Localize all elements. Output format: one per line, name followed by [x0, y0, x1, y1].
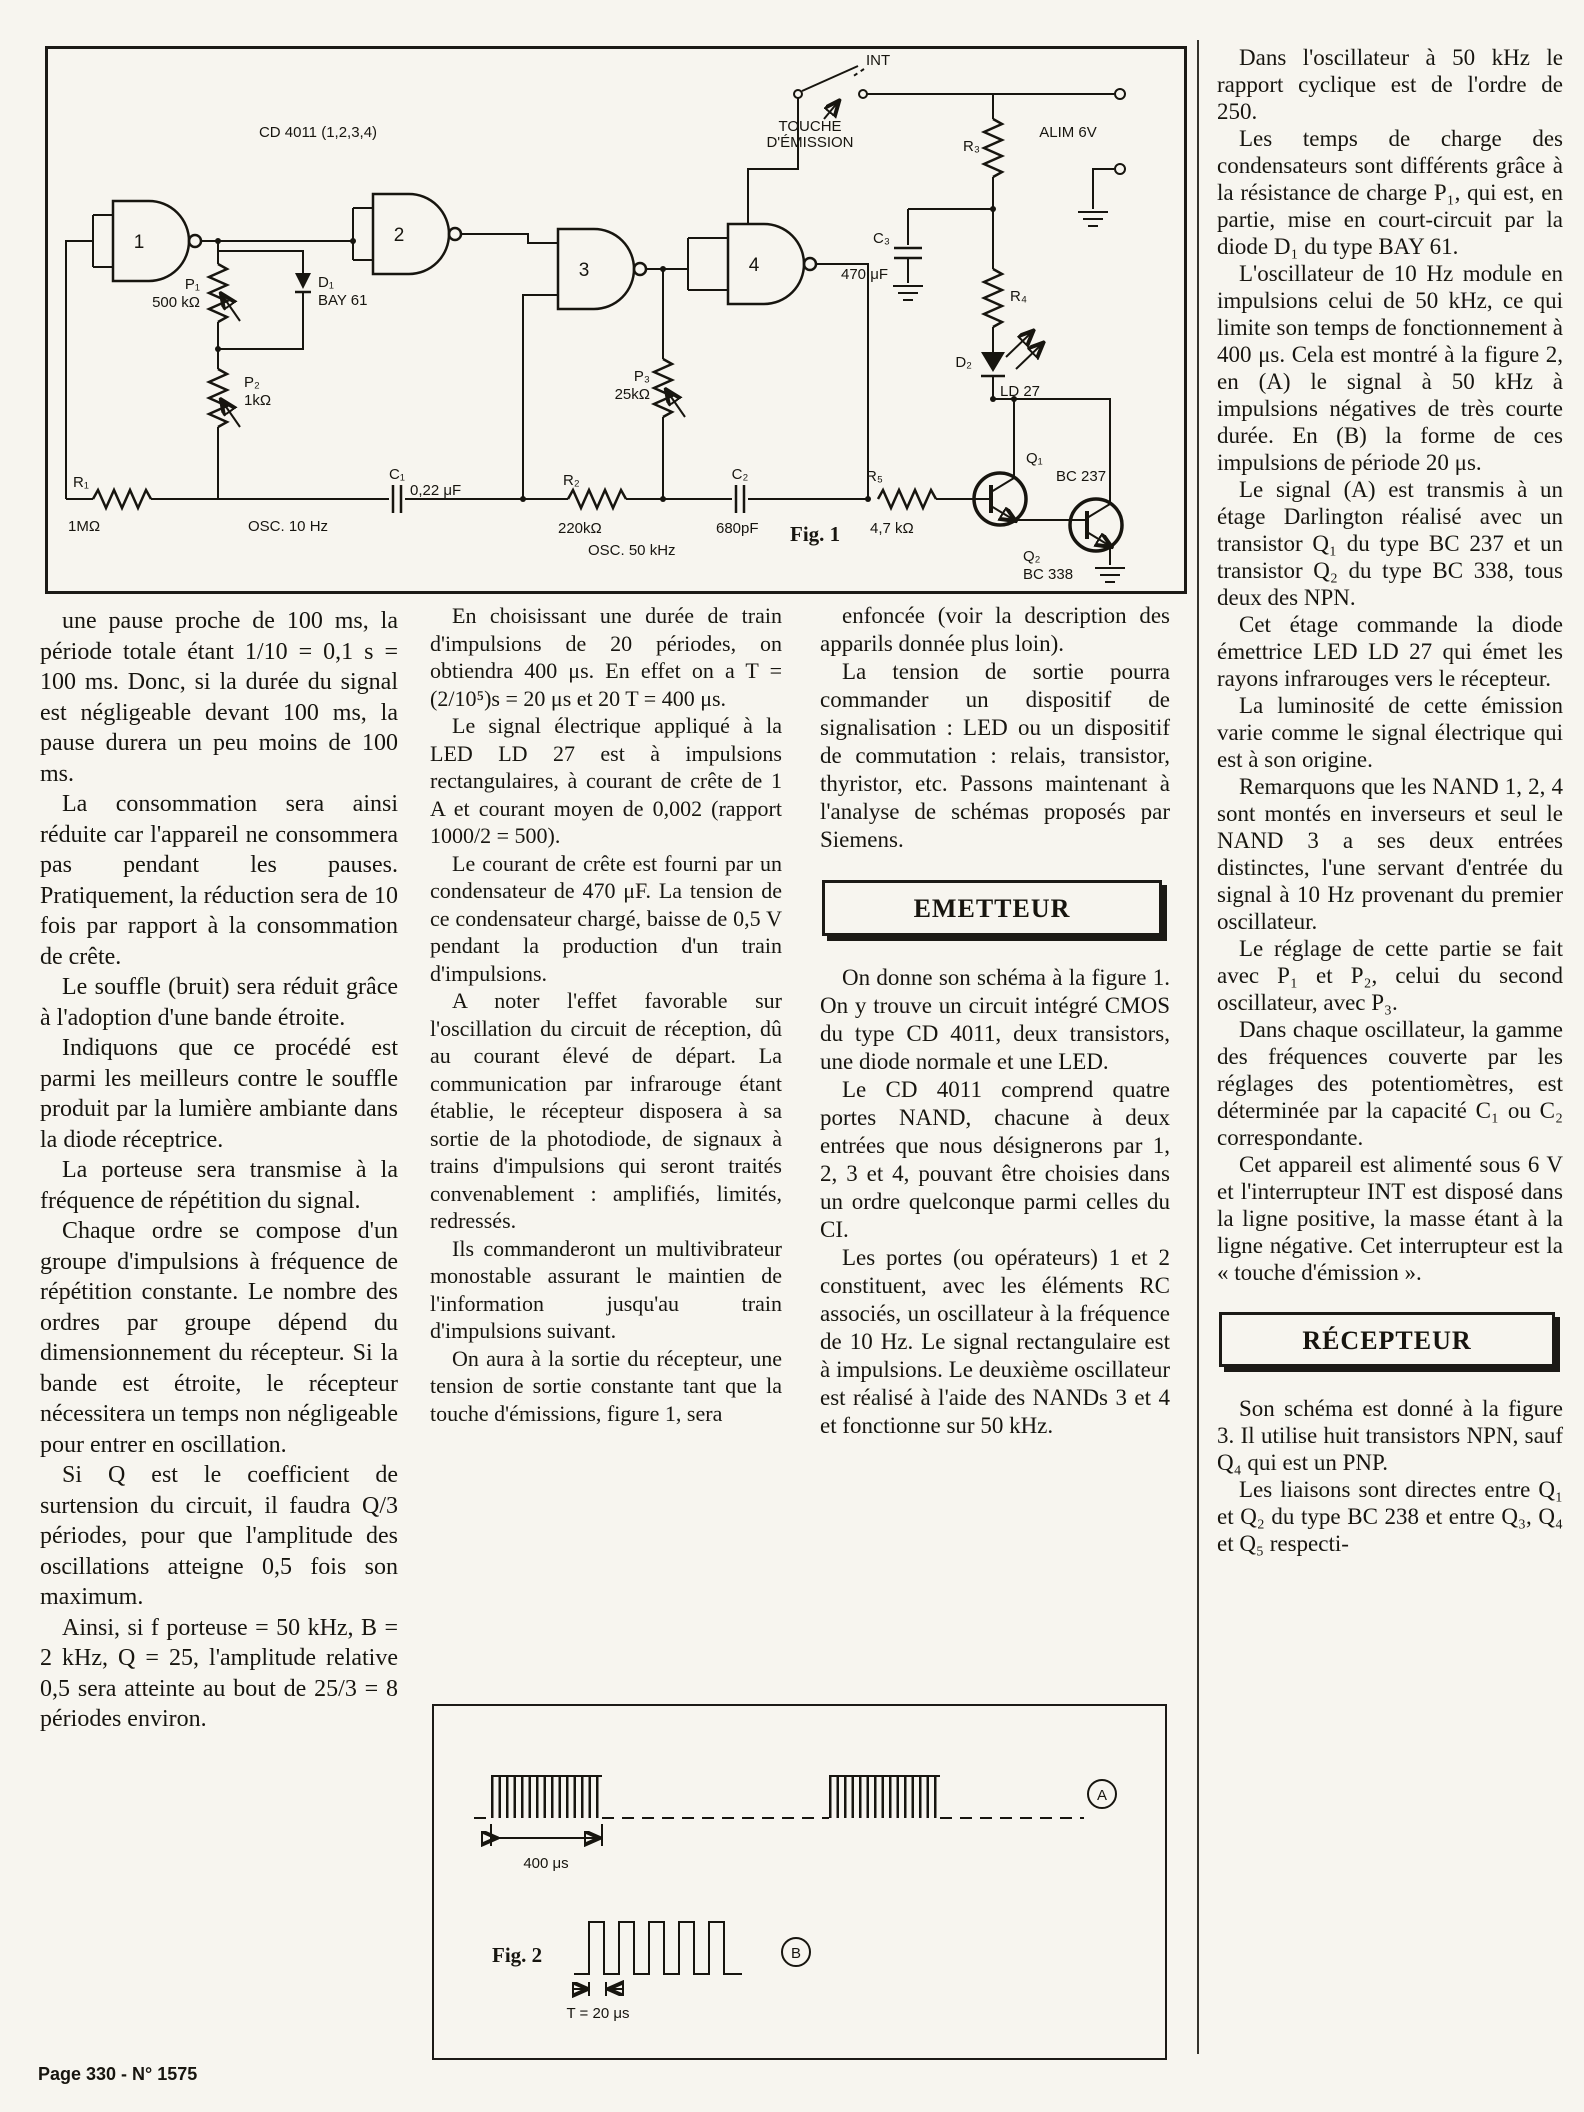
label-q1-value: BC 237 [1056, 468, 1107, 485]
ground-symbol [1095, 568, 1125, 582]
label-r2: R₂ [563, 472, 580, 489]
page-footer: Page 330 - N° 1575 [38, 2064, 198, 2084]
label-r2-value: 220kΩ [558, 520, 602, 537]
paragraph: Son schéma est donné à la figure 3. Il utilise huit transistors NPN, sauf Q₄ qui est un PNP. [1217, 1396, 1563, 1475]
label-r5-value: 4,7 kΩ [870, 520, 914, 537]
potentiometer-p1 [209, 264, 240, 322]
label-p1: P₁ [184, 276, 200, 293]
figure2-box [432, 1704, 1167, 2060]
label-r5: R₅ [866, 468, 883, 485]
paragraph: Le CD 4011 comprend quatre portes NAND, chacune à deux entrées que nous désignerons par 1, 2, 3 et 4, pouvant être choisies dans un ordre quelconque parmi celles du CI. [820, 1077, 1170, 1242]
supply-terminals [1115, 89, 1125, 174]
paragraph: Les portes (ou opérateurs) 1 et 2 constituent, avec les éléments RC associés, un oscillateur à la fréquence de 10 Hz. Le signal rectangulaire est à impulsions. Le deuxième oscillateur est réalisé à l'aide des NANDs 3 et 4 et fonctionne sur 50 kHz. [820, 1245, 1170, 1438]
label-p3-value: 25kΩ [614, 386, 650, 403]
paragraph: Dans chaque oscillateur, la gamme des fréquences couverte par les réglages des potentiomètres, est déterminée par la capacité C₁ ou C₂ correspondante. [1217, 1017, 1563, 1150]
paragraph: La tension de sortie pourra commander un dispositif de signalisation : LED ou un dispositif de commutation : relais, transistor, thyristor, etc. Passons maintenant à l'analyse de schémas proposés par Siemens. [820, 659, 1170, 852]
paragraph: L'oscillateur de 10 Hz module en impulsions celui de 50 kHz, ce qui limite son temps de fonctionnement à 400 μs. Cela est montré à la figure 2, en (A) le signal à 50 kHz à impulsions négatives de très courte durée. En (B) la forme de ces impulsions de période 20 μs. [1217, 261, 1563, 475]
label-r4: R₄ [1010, 288, 1027, 305]
label-p1-value: 500 kΩ [152, 294, 200, 311]
waveform-a-label: A [1096, 1787, 1108, 1804]
paragraph: En choisissant une durée de train d'impulsions de 20 périodes, on obtiendra 400 μs. En effet on a T = (2/10⁵)s = 20 μs et 20 T = 400 μs. [430, 603, 782, 711]
waveform-b [567, 1922, 810, 2022]
nand-gate-2 [353, 194, 461, 274]
article-column-1 [40, 606, 398, 1735]
label-c3-value: 470 μF [841, 266, 888, 283]
potentiometer-p3 [654, 359, 685, 417]
paragraph: La porteuse sera transmise à la fréquence de répétition du signal. [40, 1157, 398, 1214]
paragraph: Ils commanderont un multivibrateur monostable assurant le maintien de l'information jusqu'au train d'impulsions suivant. [430, 1235, 782, 1343]
paragraph: Le réglage de cette partie se fait avec P₁ et P₂, celui du second oscillateur, avec P₃. [1217, 936, 1563, 1015]
label-touche-1: TOUCHE [778, 118, 842, 135]
resistor-r5 [878, 490, 936, 508]
circuit-wires-left [66, 215, 974, 499]
gate-3-number: 3 [578, 260, 590, 281]
label-ic: CD 4011 (1,2,3,4) [258, 124, 378, 141]
paragraph: A noter l'effet favorable sur l'oscillation du circuit de réception, dû au courant élevé de départ. La communication par infrarouge étant établie, le récepteur disposera à sa sortie de la photodiode, de signaux à trains d'impulsions qui seront traités convenablement : amplifiés, limités, redressés. [430, 988, 782, 1233]
label-q2: Q₂ [1023, 548, 1041, 565]
label-r1-value: 1MΩ [68, 518, 101, 535]
section-heading-label: RÉCEPTEUR [1302, 1326, 1472, 1355]
resistor-r3 [984, 119, 1002, 177]
article-column-2 [430, 602, 782, 1427]
label-q2-value: BC 338 [1023, 566, 1074, 583]
label-q1: Q₁ [1026, 450, 1043, 467]
section-heading-emetteur [822, 880, 1162, 936]
paragraph: Indiquons que ce procédé est parmi les meilleurs contre le souffle produit par la lumière ambiante dans la diode réceptrice. [40, 1035, 398, 1153]
capacitor-c2 [736, 485, 744, 513]
figure2-waveforms [434, 1706, 1165, 2058]
article-column-4 [1217, 44, 1563, 1557]
label-r3: R₃ [963, 138, 980, 155]
paragraph: Les temps de charge des condensateurs sont différents grâce à la résistance de charge P₁, qui est, en partie, mise en court-circuit par la diode D₁ du type BAY 61. [1217, 126, 1563, 259]
label-p2: P₂ [244, 374, 260, 391]
label-c1: C₁ [389, 466, 405, 483]
label-int: INT [866, 52, 891, 69]
section-heading-label: EMETTEUR [913, 894, 1071, 923]
figure2-caption: Fig. 2 [492, 1943, 543, 1967]
label-p2-value: 1kΩ [244, 392, 272, 409]
paragraph: Si Q est le coefficient de surtension du circuit, il faudra Q/3 périodes, pour que l'amplitude des oscillations atteigne 0,5 fois son maximum. [40, 1462, 398, 1610]
resistor-r2 [568, 490, 626, 508]
gate-2-number: 2 [393, 225, 405, 246]
resistor-r4 [984, 269, 1002, 327]
paragraph: Ainsi, si f porteuse = 50 kHz, B = 2 kHz, Q = 25, l'amplitude relative 0,5 sera atteinte au bout de 25/3 = 8 périodes environ. [40, 1614, 398, 1732]
nand-gate-3 [538, 229, 646, 309]
capacitor-c3 [894, 248, 922, 258]
waveform-b-label: B [790, 1945, 802, 1962]
annotation-400us: 400 μs [523, 1855, 569, 1872]
paragraph: Dans l'oscillateur à 50 kHz le rapport cyclique est de l'ordre de 250. [1217, 45, 1563, 124]
gate-1-number: 1 [133, 232, 145, 253]
label-d1-value: BAY 61 [318, 292, 368, 309]
led-d2 [981, 332, 1042, 376]
potentiometer-p2 [209, 369, 240, 427]
waveform-a [474, 1776, 1116, 1872]
switch-int [794, 66, 867, 119]
label-touche-2: D'ÉMISSION [766, 134, 854, 151]
nand-gate-4 [708, 224, 816, 304]
figure1-caption: Fig. 1 [790, 522, 841, 546]
paragraph: Cet appareil est alimenté sous 6 V et l'interrupteur INT est disposé dans la ligne positive, la masse étant à la ligne négative. Cet interrupteur est la « touche d'émission ». [1217, 1152, 1563, 1285]
label-c2-value: 680pF [716, 520, 759, 537]
paragraph: La luminosité de cette émission varie comme le signal électrique qui est à son origine. [1217, 693, 1563, 772]
paragraph: Le signal électrique appliqué à la LED LD 27 est à impulsions rectangulaires, à courant de crête de 1 A et courant moyen de 0,002 (rapport 1000/2 = 500). [430, 713, 782, 848]
label-c3: C₃ [873, 230, 890, 247]
label-osc50: OSC. 50 kHz [588, 542, 676, 559]
label-r1: R₁ [73, 474, 89, 491]
label-p3: P₃ [633, 368, 650, 385]
figure1-schematic [48, 49, 1184, 591]
paragraph: On donne son schéma à la figure 1. On y trouve un circuit intégré CMOS du type CD 4011, deux transistors, une diode normale et une LED. [820, 965, 1170, 1074]
gate-4-number: 4 [748, 255, 760, 276]
capacitor-c1 [393, 485, 401, 513]
section-heading-recepteur [1219, 1312, 1555, 1367]
paragraph: Le courant de crête est fourni par un condensateur de 470 μF. La tension de ce condensateur chargé, baisse de 0,5 V pendant la production d'un train d'impulsions. [430, 850, 782, 986]
label-d1: D₁ [318, 274, 334, 291]
column-divider-rule [1197, 40, 1199, 2054]
paragraph: Le souffle (bruit) sera réduit grâce à l'adoption d'une bande étroite. [40, 974, 398, 1031]
paragraph: une pause proche de 100 ms, la période totale étant 1/10 = 0,1 s = 100 ms. Donc, si la durée du signal est négligeable devant 100 ms, la pause durera un peu moins de 100 ms. [40, 608, 398, 787]
label-d2: D₂ [955, 354, 972, 371]
ground-symbol [893, 286, 923, 300]
paragraph: enfoncée (voir la description des apparils donnée plus loin). [820, 603, 1170, 656]
resistor-r1 [93, 490, 151, 508]
paragraph: La consommation sera ainsi réduite car l'appareil ne consommera pas pendant les pauses. Pratiquement, la réduction sera de 10 fois par rapport à la consommation de crête. [40, 791, 398, 970]
nand-gate-1 [93, 201, 201, 281]
paragraph: On aura à la sortie du récepteur, une tension de sortie constante tant que la touche d'émissions, figure 1, sera [430, 1345, 782, 1426]
transistor-q2 [1070, 499, 1122, 551]
paragraph: Les liaisons sont directes entre Q₁ et Q₂ du type BC 238 et entre Q₃, Q₄ et Q₅ respecti- [1217, 1477, 1563, 1556]
paragraph: Remarquons que les NAND 1, 2, 4 sont montés en inverseurs et seul le NAND 3 a ses deux entrées distinctes, l'une servant d'entrée du signal à 10 Hz provenant du premier oscillateur. [1217, 774, 1563, 934]
paragraph: Cet étage commande la diode émettrice LED LD 27 qui émet les rayons infrarouges vers le récepteur. [1217, 612, 1563, 691]
label-d2-value: LD 27 [1000, 383, 1041, 400]
article-column-3 [820, 602, 1170, 1440]
figure1-schematic-box [45, 46, 1187, 594]
label-c2: C₂ [731, 466, 749, 483]
label-c1-value: 0,22 μF [410, 482, 462, 499]
ground-symbol [1078, 212, 1108, 226]
paragraph: Chaque ordre se compose d'un groupe d'impulsions à fréquence de répétition constante. Le nombre des ordres par groupe dépend du dimensionnement du récepteur. Si la bande est étroite, le récepteur nécessitera un temps non négligeable pour entrer en oscillation. [40, 1218, 398, 1458]
label-alim: ALIM 6V [1039, 124, 1097, 141]
annotation-t20us: T = 20 μs [566, 2005, 630, 2022]
diode-d1 [295, 273, 311, 292]
paragraph: Le signal (A) est transmis à un étage Darlington réalisé avec un transistor Q₁ du type BC 237 et un transistor Q₂ du type BC 338, tous deux des NPN. [1217, 477, 1563, 610]
circuit-wires-feedback [201, 208, 353, 499]
label-osc10: OSC. 10 Hz [248, 518, 329, 535]
